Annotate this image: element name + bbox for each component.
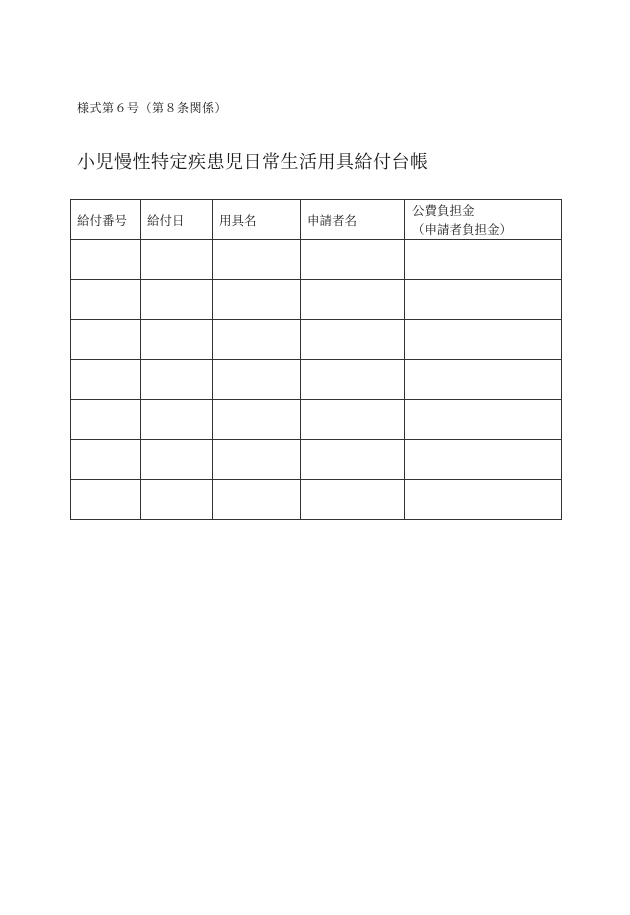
cell-applicant-name[interactable] bbox=[301, 440, 405, 480]
cell-equipment-name[interactable] bbox=[213, 320, 301, 360]
cell-grant-date[interactable] bbox=[141, 360, 213, 400]
cell-grant-date[interactable] bbox=[141, 400, 213, 440]
cell-grant-date[interactable] bbox=[141, 280, 213, 320]
cell-public-expense[interactable] bbox=[405, 480, 562, 520]
header-equipment-name: 用具名 bbox=[213, 200, 301, 240]
cell-grant-number[interactable] bbox=[71, 240, 141, 280]
table-row bbox=[71, 440, 562, 480]
cell-equipment-name[interactable] bbox=[213, 360, 301, 400]
cell-public-expense[interactable] bbox=[405, 440, 562, 480]
cell-applicant-name[interactable] bbox=[301, 480, 405, 520]
header-grant-number: 給付番号 bbox=[71, 200, 141, 240]
cell-public-expense[interactable] bbox=[405, 280, 562, 320]
cell-grant-date[interactable] bbox=[141, 440, 213, 480]
header-applicant-name: 申請者名 bbox=[301, 200, 405, 240]
header-public-expense-line2: （申請者負担金） bbox=[412, 221, 513, 237]
cell-public-expense[interactable] bbox=[405, 320, 562, 360]
cell-applicant-name[interactable] bbox=[301, 240, 405, 280]
cell-applicant-name[interactable] bbox=[301, 320, 405, 360]
cell-public-expense[interactable] bbox=[405, 400, 562, 440]
cell-grant-date[interactable] bbox=[141, 480, 213, 520]
cell-applicant-name[interactable] bbox=[301, 360, 405, 400]
cell-equipment-name[interactable] bbox=[213, 240, 301, 280]
cell-equipment-name[interactable] bbox=[213, 440, 301, 480]
cell-grant-number[interactable] bbox=[71, 360, 141, 400]
cell-equipment-name[interactable] bbox=[213, 280, 301, 320]
cell-public-expense[interactable] bbox=[405, 360, 562, 400]
table-row bbox=[71, 280, 562, 320]
table-row bbox=[71, 240, 562, 280]
cell-grant-number[interactable] bbox=[71, 400, 141, 440]
cell-grant-number[interactable] bbox=[71, 480, 141, 520]
table-row bbox=[71, 320, 562, 360]
cell-applicant-name[interactable] bbox=[301, 400, 405, 440]
form-number-label: 様式第６号（第８条関係） bbox=[77, 101, 228, 115]
header-public-expense-line1: 公費負担金 bbox=[412, 202, 475, 218]
cell-grant-number[interactable] bbox=[71, 280, 141, 320]
cell-grant-number[interactable] bbox=[71, 440, 141, 480]
cell-equipment-name[interactable] bbox=[213, 480, 301, 520]
header-public-expense bbox=[405, 200, 562, 240]
cell-grant-date[interactable] bbox=[141, 240, 213, 280]
cell-public-expense[interactable] bbox=[405, 240, 562, 280]
table-row bbox=[71, 400, 562, 440]
cell-applicant-name[interactable] bbox=[301, 280, 405, 320]
ledger-table bbox=[70, 199, 562, 520]
table-row bbox=[71, 360, 562, 400]
table-row bbox=[71, 480, 562, 520]
table-header-row bbox=[71, 200, 562, 240]
cell-grant-date[interactable] bbox=[141, 320, 213, 360]
cell-equipment-name[interactable] bbox=[213, 400, 301, 440]
header-grant-date: 給付日 bbox=[141, 200, 213, 240]
document-title: 小児慢性特定疾患児日常生活用具給付台帳 bbox=[77, 152, 429, 173]
cell-grant-number[interactable] bbox=[71, 320, 141, 360]
